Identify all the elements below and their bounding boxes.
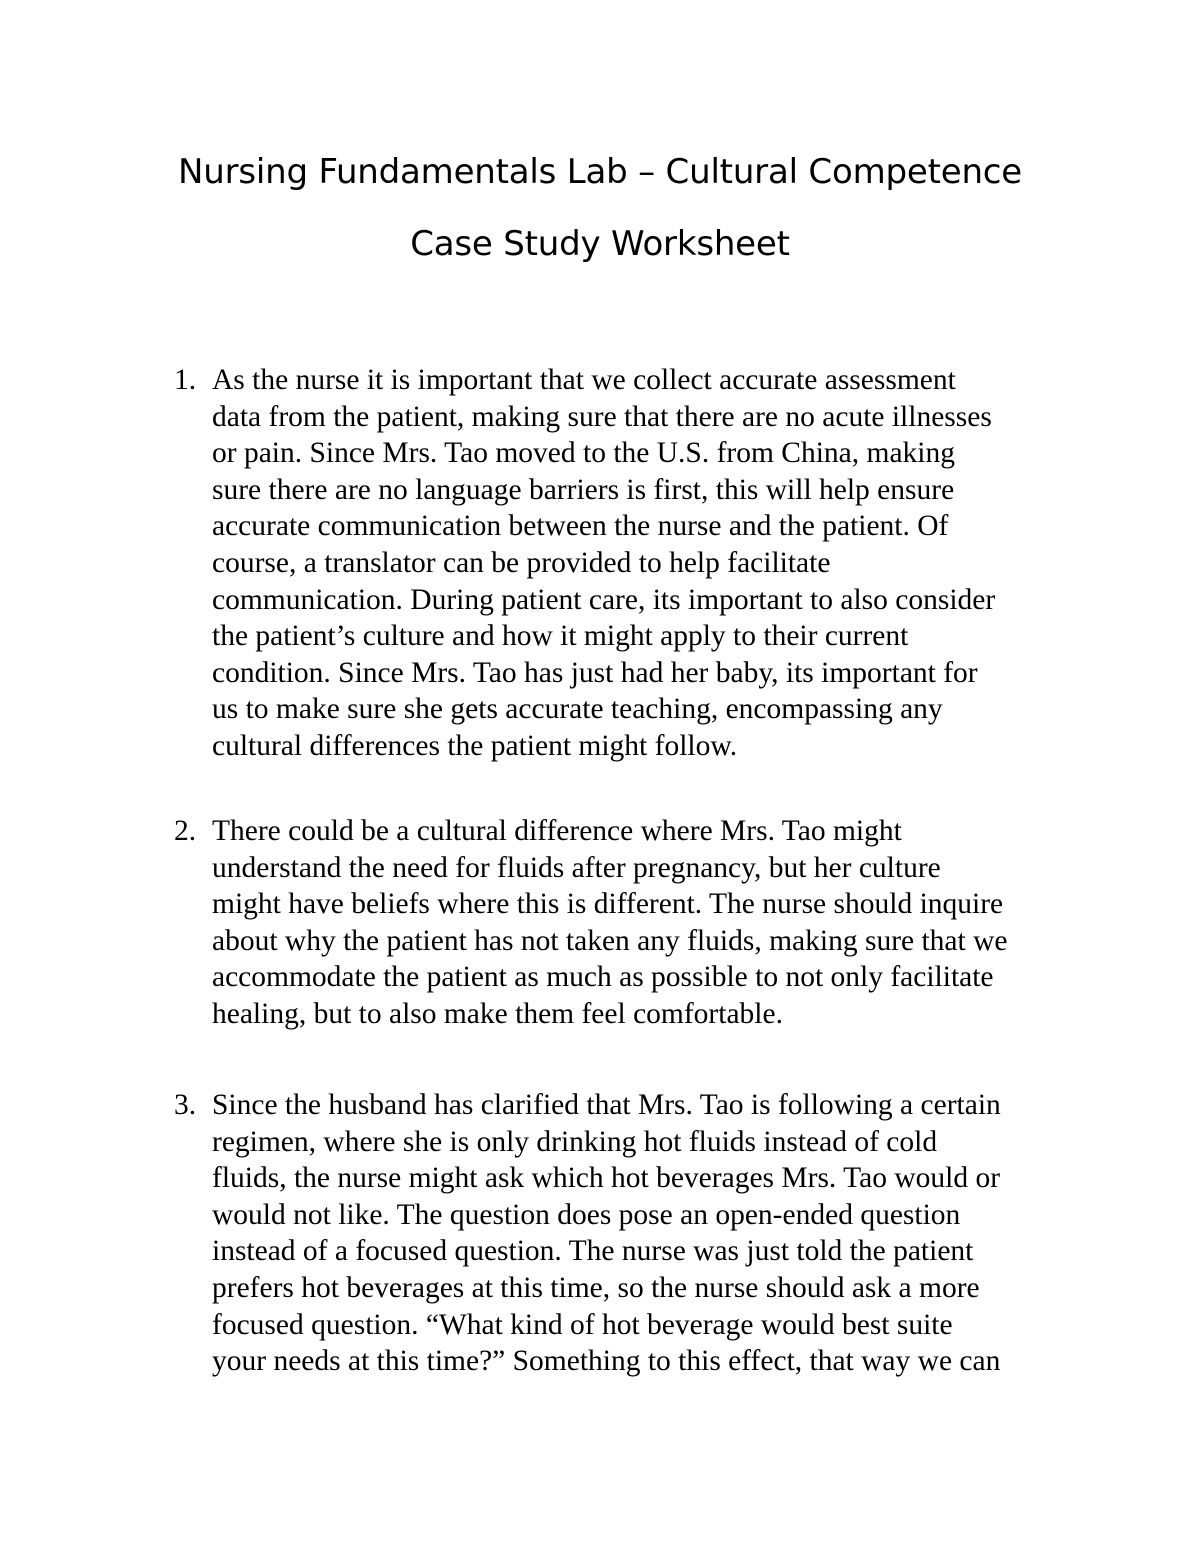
text-line: or pain. Since Mrs. Tao moved to the U.S. from China, making: [212, 437, 955, 470]
list-item-text: [212, 813, 1072, 1033]
text-line: about why the patient has not taken any fluids, making sure that we: [212, 924, 1008, 957]
text-line: fluids, the nurse might ask which hot beverages Mrs. Tao would or: [212, 1162, 1001, 1195]
text-line: would not like. The question does pose an open-ended question: [212, 1198, 961, 1231]
text-line: cultural differences the patient might follow.: [212, 729, 738, 762]
list-item-number: 1.: [174, 364, 197, 396]
text-line: understand the need for fluids after pregnancy, but her culture: [212, 851, 941, 884]
document-title: Nursing Fundamentals Lab – Cultural Competence: [177, 152, 1023, 192]
text-line: communication. During patient care, its important to also consider: [212, 583, 996, 616]
text-line: us to make sure she gets accurate teaching, encompassing any: [212, 693, 943, 726]
text-line: data from the patient, making sure that there are no acute illnesses: [212, 400, 992, 433]
text-line: might have beliefs where this is different. The nurse should inquire: [212, 888, 1004, 921]
text-line: regimen, where she is only drinking hot fluids instead of cold: [212, 1125, 938, 1158]
text-line: healing, but to also make them feel comfortable.: [212, 997, 783, 1030]
text-line: As the nurse it is important that we collect accurate assessment: [212, 364, 956, 396]
text-line: accommodate the patient as much as possible to not only facilitate: [212, 961, 994, 994]
list-item-text: [212, 362, 1072, 765]
list-item-text: [212, 1087, 1072, 1380]
text-line: Since the husband has clarified that Mrs. Tao is following a certain: [212, 1089, 1001, 1121]
text-line: focused question. “What kind of hot beverage would best suite: [212, 1308, 953, 1341]
text-line: instead of a focused question. The nurse was just told the patient: [212, 1235, 974, 1268]
text-line: sure there are no language barriers is first, this will help ensure: [212, 473, 955, 506]
text-line: the patient’s culture and how it might apply to their current: [212, 620, 909, 653]
list-item-number: 3.: [174, 1089, 197, 1121]
text-line: accurate communication between the nurse and the patient. Of: [212, 510, 949, 543]
list-item-number: 2.: [174, 815, 197, 847]
document-subtitle: Case Study Worksheet: [410, 224, 790, 264]
text-line: your needs at this time?” Something to this effect, that way we can: [212, 1345, 1001, 1378]
text-line: There could be a cultural difference where Mrs. Tao might: [212, 815, 902, 847]
text-line: course, a translator can be provided to help facilitate: [212, 546, 831, 579]
text-line: prefers hot beverages at this time, so the nurse should ask a more: [212, 1271, 980, 1304]
text-line: condition. Since Mrs. Tao has just had her baby, its important for: [212, 656, 978, 689]
